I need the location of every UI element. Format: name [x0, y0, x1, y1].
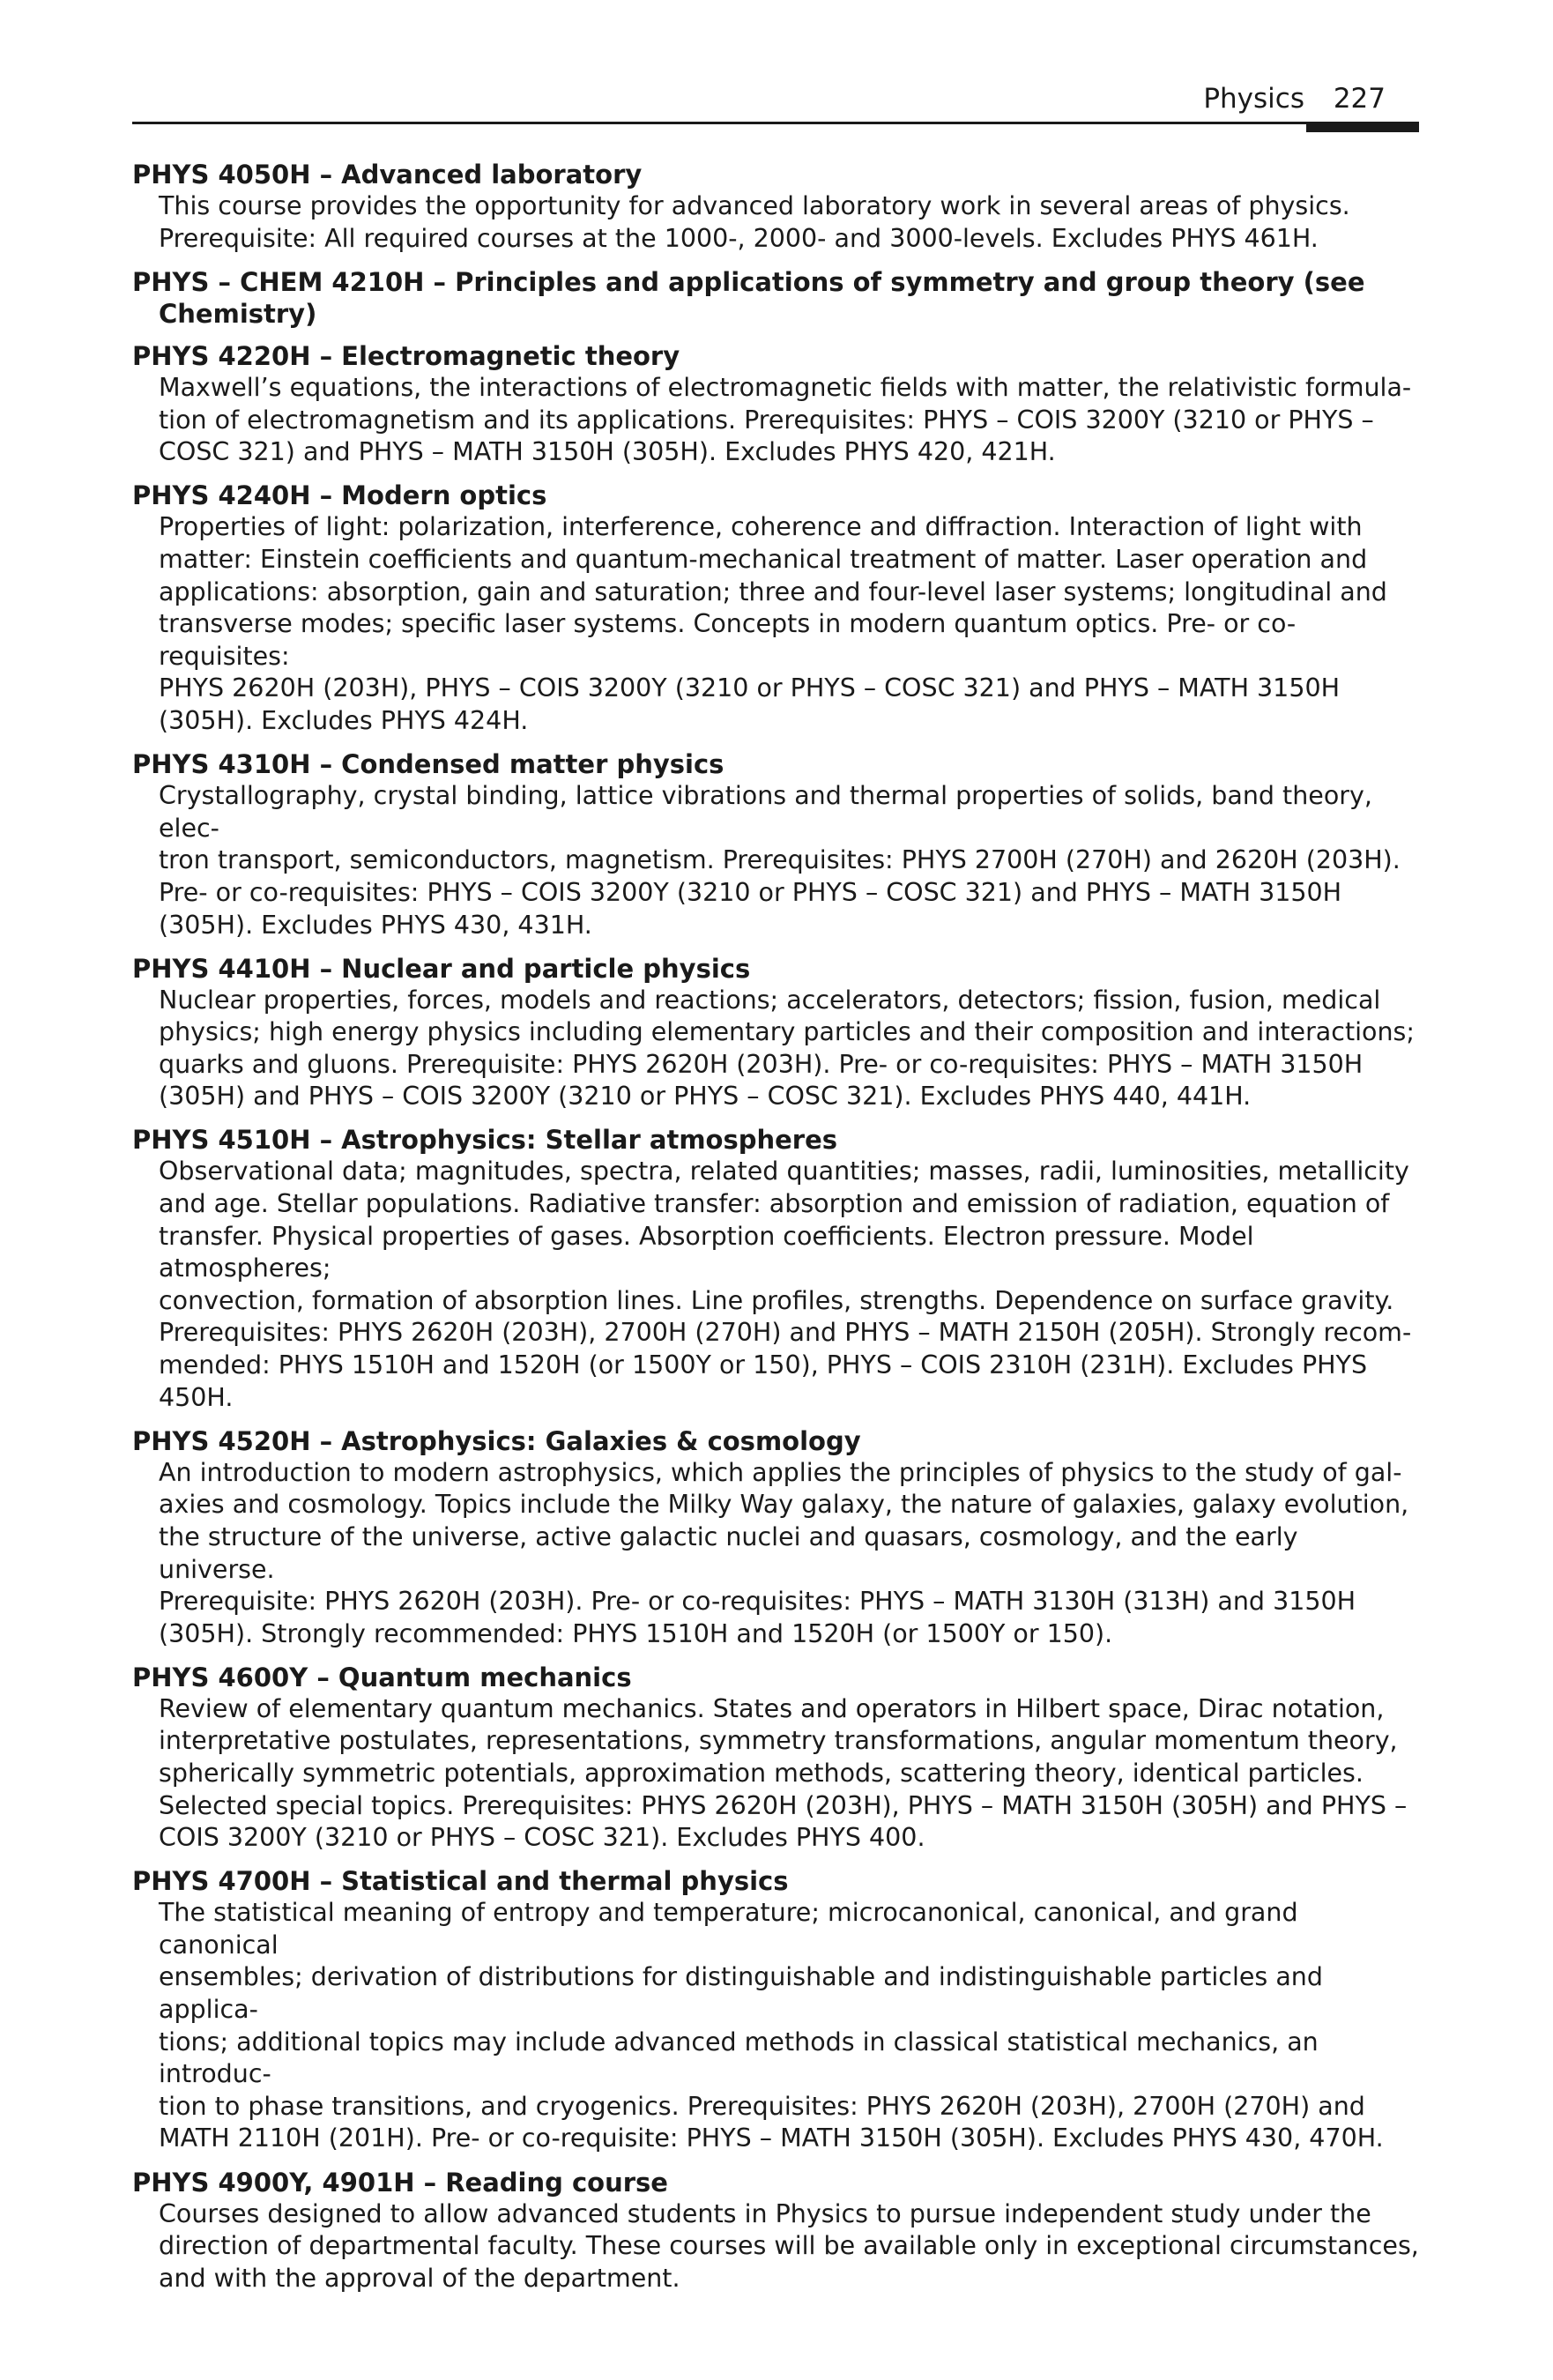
course-title: PHYS 4240H – Modern optics	[132, 480, 547, 511]
course-title: PHYS 4510H – Astrophysics: Stellar atmospheres	[132, 1125, 838, 1156]
course-description: The statistical meaning of entropy and temperature; microcanonical, canonical, and grand canonical ensembles; derivation of distributions for distinguishable and indistinguishable particles and applica- tions; additional topics may include advanced methods in classical statistical mechanics, an introduc- tion to phase transitions, and cryogenics. Prerequisites: PHYS 2620H (203H), 2700H (270H) and MATH 2110H (201H). Pre- or co-requisite: PHYS – MATH 3150H (305H). Excludes PHYS 430, 470H.	[159, 1898, 1384, 2153]
running-head-section: Physics	[1203, 83, 1304, 115]
course-entry	[132, 953, 1419, 1113]
course-description: Crystallography, crystal binding, lattice vibrations and thermal properties of solids, band theory, elec- tron transport, semiconductors, magnetism. Prerequisites: PHYS 2700H (270H) and 2620H (203H). Pre- or co-requisites: PHYS – COIS 3200Y (3210 or PHYS – COSC 321) and PHYS – MATH 3150H (305H). Excludes PHYS 430, 431H.	[159, 781, 1401, 940]
course-description: Courses designed to allow advanced students in Physics to pursue independent study under the direction of departmental faculty. These courses will be available only in exceptional circumstances, and with the approval of the department.	[159, 2198, 1419, 2293]
course-entry	[132, 266, 1419, 330]
course-title: PHYS 4600Y – Quantum mechanics	[132, 1662, 632, 1692]
course-description: Maxwell’s equations, the interactions of electromagnetic fields with matter, the relativistic formula- tion of electromagnetism and its applications. Prerequisites: PHYS – COIS 3200Y (3210 or PHYS – COSC 321) and PHYS – MATH 3150H (305H). Excludes PHYS 420, 421H.	[159, 373, 1412, 467]
course-title: PHYS 4700H – Statistical and thermal physics	[132, 1866, 789, 1897]
course-title: PHYS – CHEM 4210H – Principles and applications of symmetry and group theory (see Chemistry)	[132, 266, 1365, 329]
course-entry	[132, 1425, 1419, 1651]
course-entry	[132, 159, 1419, 255]
course-title: PHYS 4310H – Condensed matter physics	[132, 749, 724, 780]
course-description: Nuclear properties, forces, models and reactions; accelerators, detectors; fission, fusion, medical physics; high energy physics including elementary particles and their composition and interactions; quarks and gluons. Prerequisite: PHYS 2620H (203H). Pre- or co-requisites: PHYS – MATH 3150H (305H) and PHYS – COIS 3200Y (3210 or PHYS – COSC 321). Excludes PHYS 440, 441H.	[159, 985, 1415, 1112]
course-entry	[132, 480, 1419, 737]
course-title: PHYS 4520H – Astrophysics: Galaxies & cosmology	[132, 1425, 861, 1456]
course-title: PHYS 4050H – Advanced laboratory	[132, 160, 643, 190]
course-description: An introduction to modern astrophysics, which applies the principles of physics to the study of gal- axies and cosmology. Topics include the Milky Way galaxy, the nature of galaxies, galaxy evolution, the structure of the universe, active galactic nuclei and quasars, cosmology, and the early universe. Prerequisite: PHYS 2620H (203H). Pre- or co-requisites: PHYS – MATH 3130H (313H) and 3150H (305H). Strongly recommended: PHYS 1510H and 1520H (or 1500Y or 150).	[159, 1457, 1409, 1648]
course-entry	[132, 340, 1419, 469]
course-title: PHYS 4900Y, 4901H – Reading course	[132, 2167, 668, 2198]
course-entry	[132, 1662, 1419, 1855]
course-description: Properties of light: polarization, interference, coherence and diffraction. Interaction of light with matter: Einstein coefficients and quantum-mechanical treatment of matter. Laser operation and applications: absorption, gain and saturation; three and four-level laser systems; longitudinal and transverse modes; specific laser systems. Concepts in modern quantum optics. Pre- or co-requisites: PHYS 2620H (203H), PHYS – COIS 3200Y (3210 or PHYS – COSC 321) and PHYS – MATH 3150H (305H). Excludes PHYS 424H.	[159, 512, 1387, 736]
page-header	[132, 78, 1419, 130]
course-description: Review of elementary quantum mechanics. States and operators in Hilbert space, Dirac notation, interpretative postulates, representations, symmetry transformations, angular momentum theory, spherically symmetric potentials, approximation methods, scattering theory, identical particles. Selected special topics. Prerequisites: PHYS 2620H (203H), PHYS – MATH 3150H (305H) and PHYS – COIS 3200Y (3210 or PHYS – COSC 321). Excludes PHYS 400.	[159, 1693, 1408, 1853]
course-entry	[132, 1865, 1419, 2155]
course-entry	[132, 1124, 1419, 1414]
course-entry	[132, 748, 1419, 941]
course-entry	[132, 2167, 1419, 2295]
course-description: Observational data; magnitudes, spectra, related quantities; masses, radii, luminosities, metallicity and age. Stellar populations. Radiative transfer: absorption and emission of radiation, equation of transfer. Physical properties of gases. Absorption coefficients. Electron pressure. Model atmospheres; convection, formation of absorption lines. Line profiles, strengths. Dependence on surface gravity. Prerequisites: PHYS 2620H (203H), 2700H (270H) and PHYS – MATH 2150H (205H). Strongly recom- mended: PHYS 1510H and 1520H (or 1500Y or 150), PHYS – COIS 2310H (231H). Excludes PHYS 450H.	[159, 1157, 1412, 1412]
header-rule	[132, 122, 1419, 124]
course-list	[132, 159, 1419, 2306]
header-tab	[1306, 122, 1419, 132]
course-title: PHYS 4410H – Nuclear and particle physics	[132, 953, 751, 984]
course-description: This course provides the opportunity for advanced laboratory work in several areas of physics. Prerequisite: All required courses at the 1000-, 2000- and 3000-levels. Excludes PHYS 461H.	[159, 191, 1350, 253]
course-title: PHYS 4220H – Electromagnetic theory	[132, 341, 680, 372]
page-number: 227	[1333, 83, 1386, 115]
